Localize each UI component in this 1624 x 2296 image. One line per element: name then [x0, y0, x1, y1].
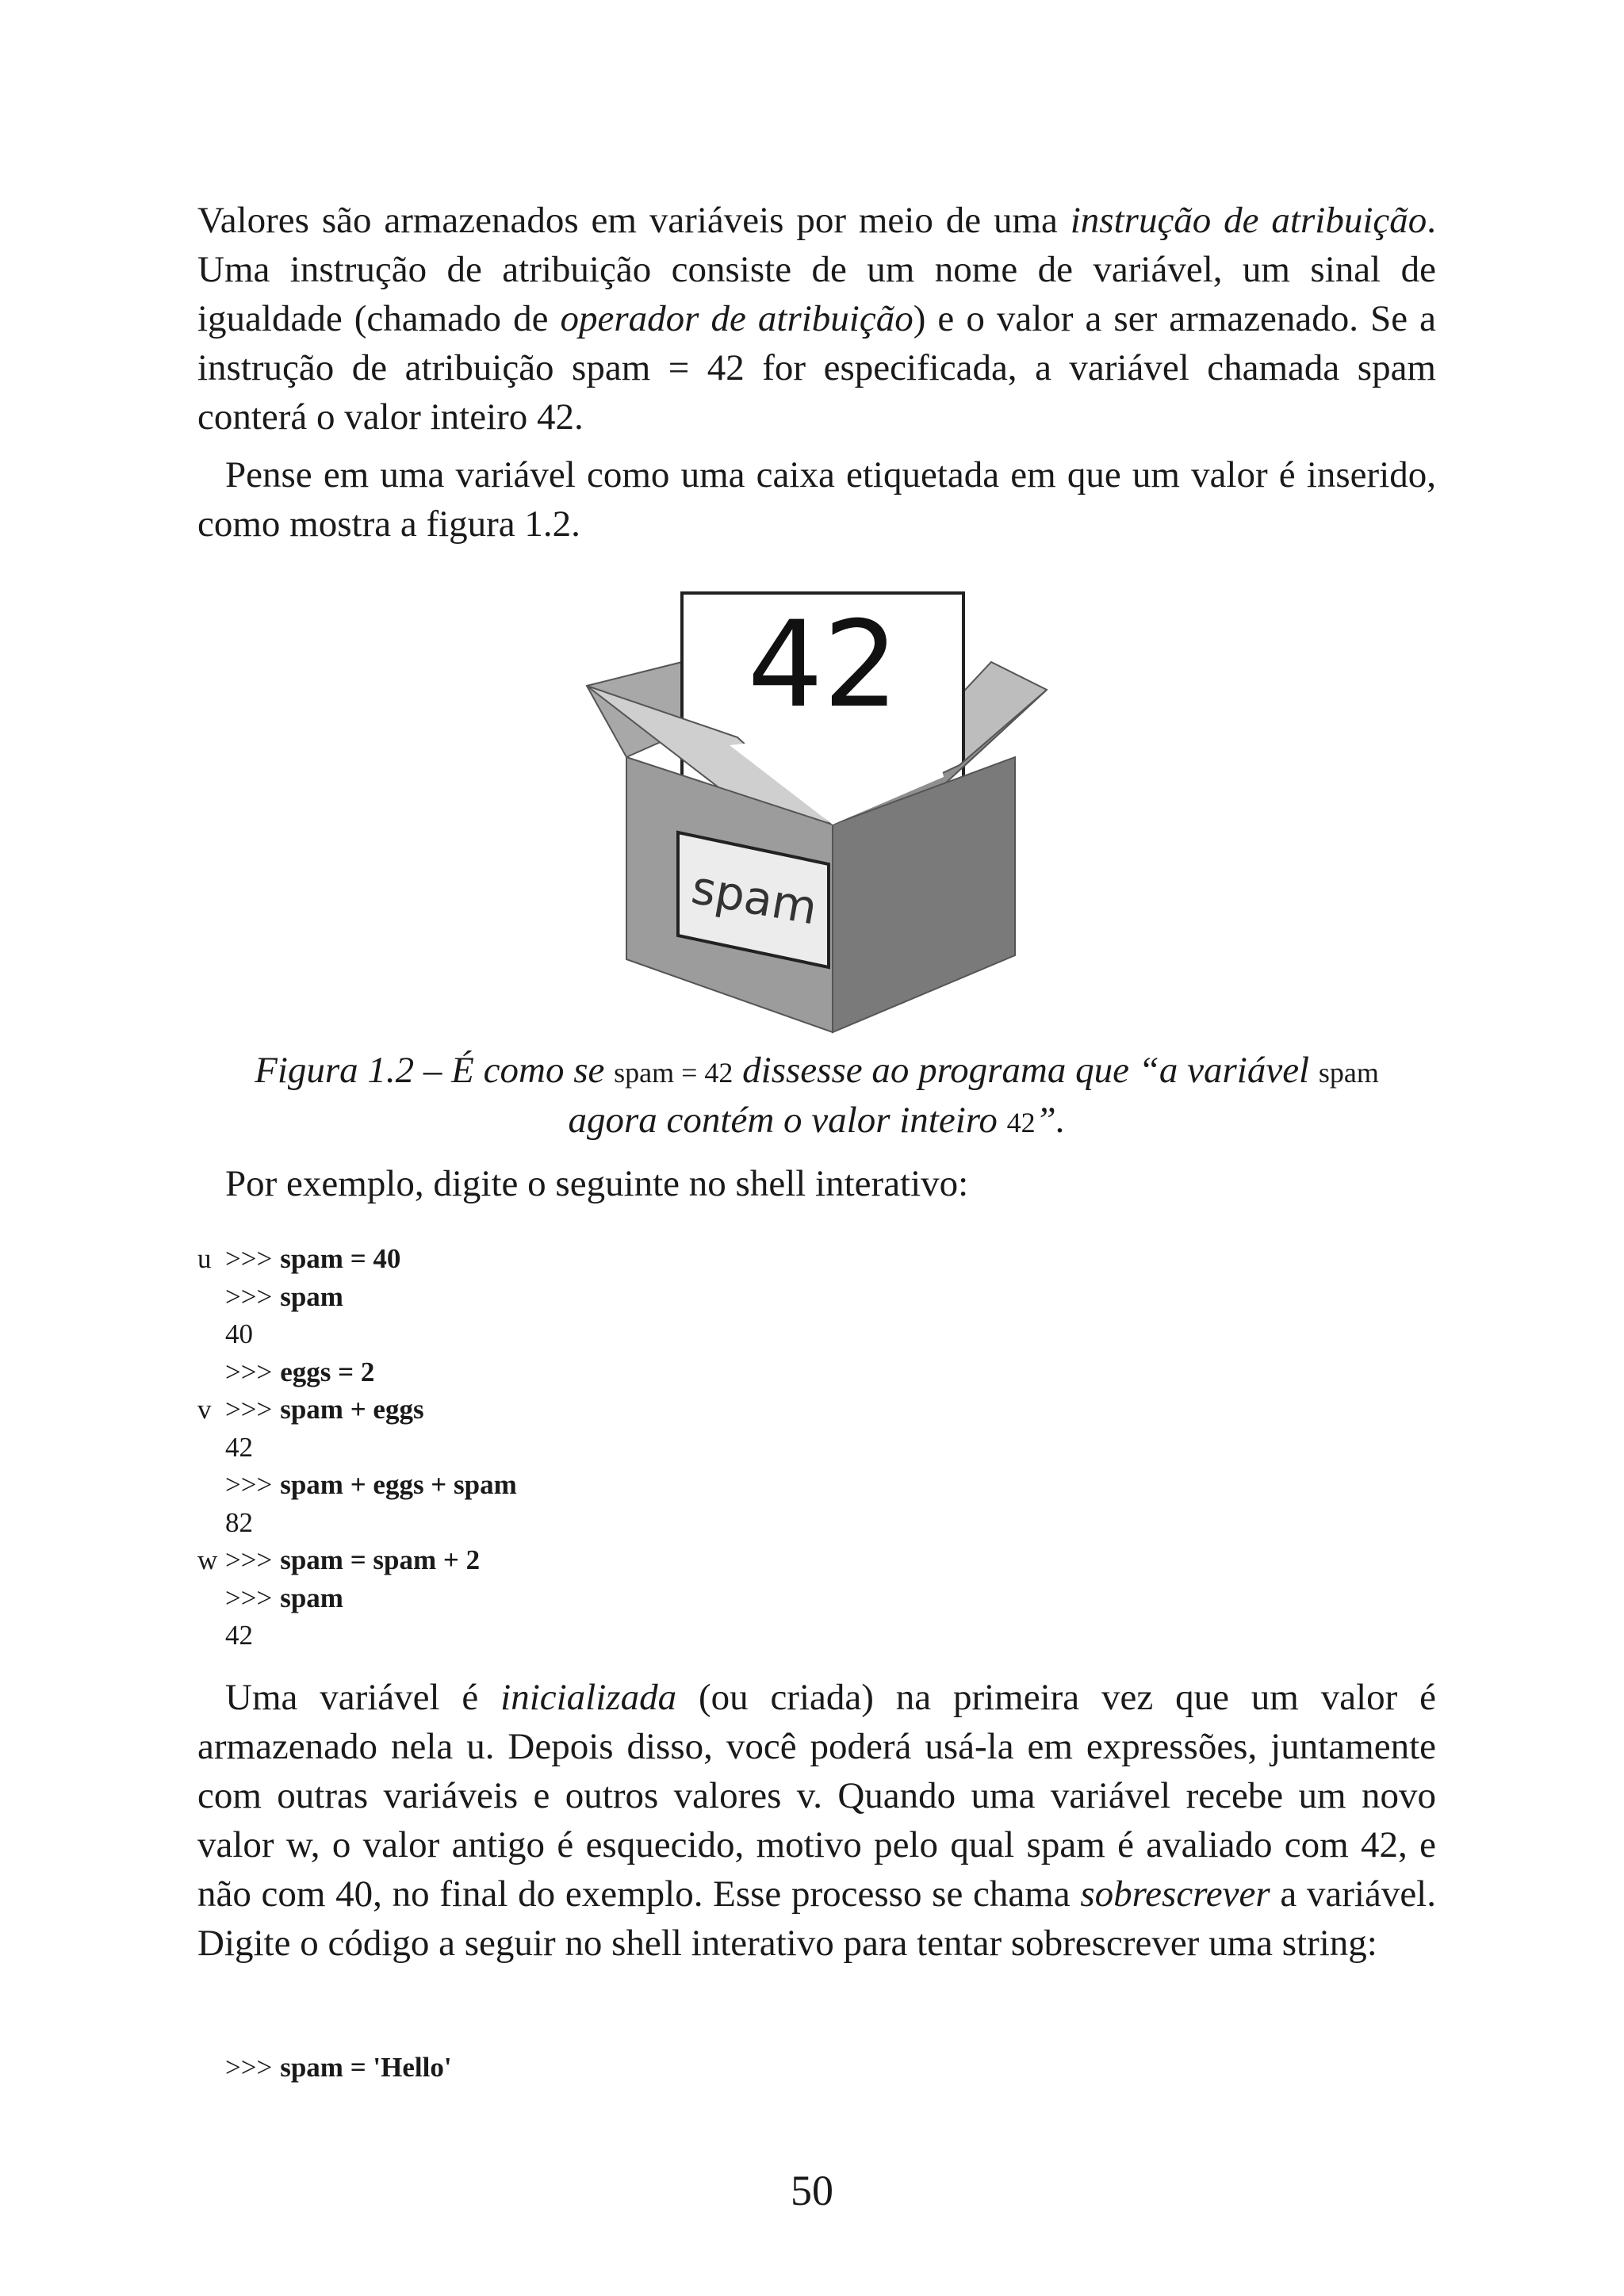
- paragraph-text: a variável. Digite o código a seguir no shell interativo para tentar sobrescrever uma string:: [197, 1873, 1436, 1964]
- emphasis-term: inicializada: [500, 1677, 677, 1718]
- line-marker: v: [197, 1394, 212, 1425]
- code-line: [197, 1278, 1436, 1316]
- code-line: [197, 1504, 1436, 1542]
- box-illustration: [571, 587, 1063, 1039]
- shell-command: spam = 'Hello': [280, 2052, 452, 2083]
- paragraph-text: ) e o valor a ser armazenado. Se a instrução de atribuição spam = 42 for especificada, a variável chamada spam conterá o valor inteiro 42.: [197, 298, 1436, 438]
- line-marker: [197, 1278, 225, 1316]
- shell-prompt: >>>: [225, 2052, 273, 2083]
- paragraph-text: . Uma instrução de atribuição consiste de um nome de variável, um sinal de igualdade (chamado de: [197, 200, 1436, 339]
- paragraph-text: Uma variável é: [225, 1677, 501, 1718]
- paragraph-text: Por exemplo, digite o seguinte no shell interativo:: [225, 1163, 969, 1204]
- emphasis-term: operador de atribuição: [560, 298, 914, 339]
- shell-prompt: >>>: [225, 1394, 273, 1425]
- shell-prompt: >>>: [225, 1243, 273, 1274]
- caption-code: spam = 42: [614, 1057, 733, 1089]
- code-line: [197, 1466, 1436, 1504]
- paragraph-text: Valores são armazenados em variáveis por meio de uma: [197, 200, 1071, 241]
- paragraph-text: (ou criada) na primeira vez que um valor é armazenado nela u. Depois disso, você poderá usá-la em expressões, juntamente com outras variáveis e outros valores v. Quando uma variável recebe um novo valor w, o valor antigo é esquecido, motivo pelo qual spam é avaliado com 42, e não com 40, no final do exemplo. Esse processo se chama: [197, 1677, 1436, 1915]
- shell-output: 42: [225, 1431, 253, 1463]
- line-marker: [197, 1315, 225, 1353]
- shell-output: 82: [225, 1506, 253, 1538]
- caption-text: ”.: [1035, 1100, 1066, 1141]
- paragraph-text: Pense em uma variável como uma caixa etiquetada em que um valor é inserido, como mostra a figura 1.2.: [197, 454, 1436, 545]
- shell-prompt: >>>: [225, 1469, 273, 1500]
- caption-text: agora contém o valor inteiro: [568, 1100, 1007, 1141]
- line-marker: [197, 1429, 225, 1467]
- code-line: [197, 1353, 1436, 1391]
- code-line: [197, 1315, 1436, 1353]
- shell-output: 42: [225, 1620, 253, 1651]
- page-number: 50: [791, 2167, 833, 2214]
- caption-code: 42: [1006, 1107, 1036, 1138]
- code-line: [197, 2049, 1436, 2087]
- shell-command: spam: [280, 1582, 343, 1613]
- line-marker: [197, 1353, 225, 1391]
- line-marker: [197, 1504, 225, 1542]
- paragraph-box-analogy: [197, 450, 1436, 549]
- shell-output: 40: [225, 1318, 253, 1349]
- line-marker: [197, 2049, 225, 2087]
- figure-variable-box: [571, 587, 1063, 1039]
- code-line: [197, 1240, 1436, 1278]
- code-line: [197, 1579, 1436, 1617]
- code-line: [197, 1617, 1436, 1655]
- label-text: spam: [688, 860, 822, 936]
- code-listing: [197, 1240, 1436, 1655]
- paragraph-assignment-intro: [197, 196, 1436, 442]
- emphasis-term: sobrescrever: [1080, 1873, 1270, 1915]
- card-value-text: 42: [747, 596, 899, 734]
- caption-text: dissesse ao programa que “a variável: [733, 1050, 1319, 1091]
- shell-prompt: >>>: [225, 1582, 273, 1613]
- line-marker: [197, 1466, 225, 1504]
- shell-command: spam + eggs: [280, 1394, 424, 1425]
- code-line: [197, 1541, 1436, 1579]
- caption-text: Figura 1.2 – É como se: [255, 1050, 615, 1091]
- line-marker: [197, 1617, 225, 1655]
- line-marker: [197, 1579, 225, 1617]
- shell-prompt: >>>: [225, 1280, 273, 1312]
- shell-command: spam = spam + 2: [280, 1544, 481, 1575]
- figure-caption: [197, 1047, 1436, 1146]
- code-line: [197, 1429, 1436, 1467]
- shell-command: spam = 40: [280, 1243, 401, 1274]
- code-line: [197, 1391, 1436, 1429]
- paragraph-example-intro: [197, 1159, 1436, 1208]
- shell-command: spam + eggs + spam: [280, 1469, 517, 1500]
- caption-code: spam: [1318, 1057, 1379, 1089]
- shell-prompt: >>>: [225, 1544, 273, 1575]
- paragraph-initialization: [197, 1673, 1436, 1968]
- shell-prompt: >>>: [225, 1356, 273, 1387]
- line-marker: u: [197, 1243, 212, 1274]
- shell-command: spam: [280, 1280, 343, 1312]
- emphasis-term: instrução de atribuição: [1070, 200, 1427, 241]
- shell-command: eggs = 2: [280, 1356, 375, 1387]
- line-marker: w: [197, 1544, 218, 1575]
- code-listing-string: [197, 2049, 1436, 2087]
